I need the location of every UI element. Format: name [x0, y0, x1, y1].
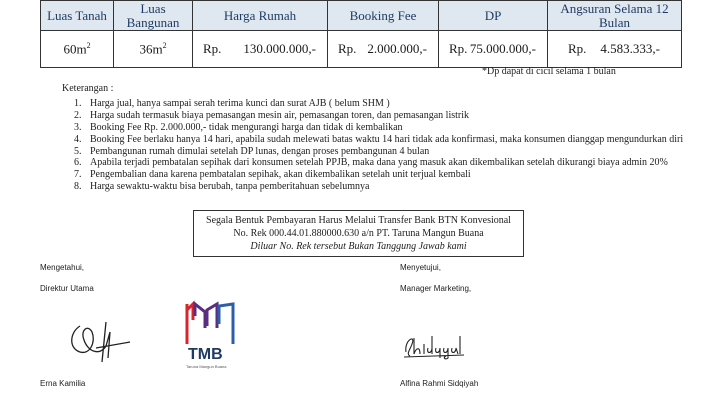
list-item-number: 6. [74, 157, 82, 169]
left-sign-title: Direktur Utama [40, 284, 94, 293]
keterangan-list [62, 98, 683, 193]
left-sign-name: Erna Kamilia [40, 379, 86, 388]
harga-value: 130.000.000,- [243, 41, 316, 56]
booking-value: 2.000.000,- [367, 41, 427, 56]
list-item-text: Apabila terjadi pembatalan sepihak dari konsumen setelah PPJB, maka dana yang masuk akan dikembalikan setelah dikurangi biaya admin 20% [90, 157, 668, 169]
luas-bangunan-sup: 2 [162, 40, 167, 50]
list-item [62, 157, 683, 169]
header-harga-rumah: Harga Rumah [193, 1, 328, 31]
list-item-text: Harga sudah termasuk biaya pemasangan mesin air, pemasangan toren, dan pemasangan listrik [90, 109, 470, 121]
cell-dp [439, 31, 548, 68]
header-angsuran: Angsuran Selama 12 Bulan [548, 1, 682, 31]
header-luas-bangunan: Luas Bangunan [114, 1, 193, 31]
list-item-text: Booking Fee Rp. 2.000.000,- tidak mengurangi harga dan tidak di kembalikan [90, 121, 403, 133]
list-item-text: Harga jual, hanya sampai serah terima kunci dan surat AJB ( belum SHM ) [90, 98, 390, 109]
list-item-number: 4. [74, 133, 82, 145]
list-item [62, 169, 683, 181]
keterangan-title: Keterangan : [62, 83, 114, 94]
price-table [40, 0, 682, 68]
list-item [62, 181, 683, 193]
list-item-text: Booking Fee berlaku hanya 14 hari, apabila sudah melewati batas waktu 14 hari tidak ada konfirmasi, maka konsumen dianggap mengundurkan diri [90, 133, 684, 145]
cell-luas-bangunan [114, 31, 193, 68]
cell-harga-rumah [193, 31, 328, 68]
list-item [62, 98, 683, 110]
bank-notice-line1: Segala Bentuk Pembayaran Harus Melalui Transfer Bank BTN Konvesional [206, 215, 511, 226]
tmb-logo-mark [183, 300, 239, 348]
list-item-number: 8. [74, 181, 82, 193]
left-sign-label: Mengetahui, [40, 263, 85, 272]
list-item-text: Pembangunan rumah dimulai setelah DP lunas, dengan proses pembangunan 4 bulan [90, 145, 430, 157]
list-item-number: 7. [74, 169, 82, 181]
harga-rp: Rp. [203, 41, 222, 56]
tmb-logo-text: TMB [188, 346, 223, 363]
right-sign-title: Manager Marketing, [400, 284, 472, 293]
list-item [62, 122, 683, 134]
list-item-number: 5. [74, 145, 82, 157]
dp-note: *Dp dapat di cicil selama 1 bulan [482, 66, 616, 77]
bank-transfer-notice [193, 210, 524, 257]
cell-luas-tanah [41, 31, 114, 68]
list-item [62, 134, 683, 146]
luas-tanah-sup: 2 [86, 40, 91, 50]
bank-notice-line2: No. Rek 000.44.01.880000.630 a/n PT. Taruna Mangun Buana [233, 228, 484, 239]
list-item [62, 146, 683, 158]
header-luas-tanah: Luas Tanah [41, 1, 114, 31]
header-booking-fee: Booking Fee [328, 1, 439, 31]
dp-value: 75.000.000,- [469, 41, 536, 56]
luas-bangunan-value: 36m [139, 41, 163, 57]
left-signature-image [66, 318, 138, 364]
price-table-row [41, 31, 682, 68]
luas-tanah-value: 60m [63, 41, 87, 57]
list-item-text: Harga sewaktu-waktu bisa berubah, tanpa pemberitahuan sebelumnya [90, 181, 370, 193]
price-table-header-row [41, 1, 682, 31]
header-dp: DP [439, 1, 548, 31]
right-signature-image [402, 330, 468, 360]
list-item [62, 110, 683, 122]
tmb-logo-subtitle: Taruna Mangun Buana [186, 364, 227, 369]
right-sign-label: Menyetujui, [400, 263, 441, 272]
list-item-text: Pengembalian dana karena pembatalan sepihak, akan dikembalikan setelah unit terjual kembali [90, 169, 471, 181]
angsuran-value: 4.583.333,- [600, 41, 660, 56]
list-item-number: 3. [74, 121, 82, 133]
list-item-number: 2. [74, 109, 82, 121]
right-sign-name: Alfina Rahmi Sidqiyah [400, 379, 479, 388]
list-item-number: 1. [74, 98, 82, 109]
cell-booking-fee [328, 31, 439, 68]
booking-rp: Rp. [338, 41, 357, 56]
dp-rp: Rp. [449, 41, 468, 56]
angsuran-rp: Rp. [567, 41, 587, 56]
bank-notice-line3: Diluar No. Rek tersebut Bukan Tanggung Jawab kami [250, 241, 467, 252]
cell-angsuran [548, 31, 682, 68]
